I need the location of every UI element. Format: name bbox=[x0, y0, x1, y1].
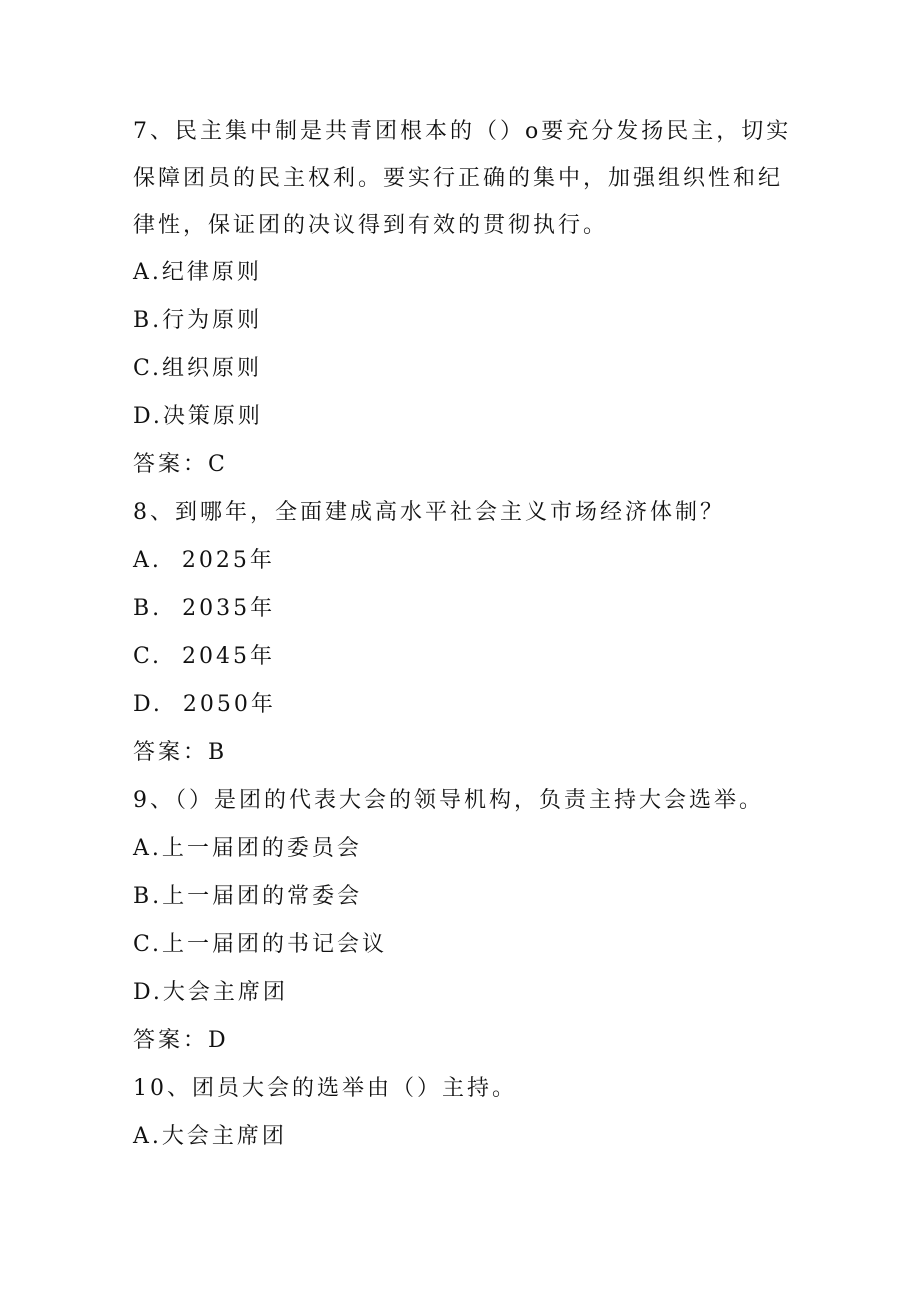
question-block bbox=[133, 777, 793, 1065]
question-text: 10、团员大会的选举由（）主持。 bbox=[133, 1076, 517, 1101]
option-a: A.纪律原则 bbox=[133, 260, 262, 285]
question-list bbox=[133, 108, 793, 1161]
question-text: 8、到哪年，全面建成高水平社会主义市场经济体制？ bbox=[133, 500, 725, 525]
option-b: B. 2035年 bbox=[133, 596, 276, 621]
question-text: 9、（）是团的代表大会的领导机构，负责主持大会选举。 bbox=[133, 788, 764, 813]
option-c: C.上一届团的书记会议 bbox=[133, 932, 388, 957]
question-block bbox=[133, 108, 793, 489]
option-c: C.组织原则 bbox=[133, 356, 263, 381]
option-c: C. 2045年 bbox=[133, 644, 276, 669]
option-d: D. 2050年 bbox=[133, 692, 276, 717]
option-a: A.上一届团的委员会 bbox=[133, 836, 362, 861]
question-block bbox=[133, 1065, 793, 1161]
option-a: A.大会主席团 bbox=[133, 1124, 287, 1149]
answer: 答案：B bbox=[133, 740, 228, 765]
answer: 答案：D bbox=[133, 1028, 229, 1053]
option-d: D.决策原则 bbox=[133, 404, 263, 429]
option-b: B.行为原则 bbox=[133, 308, 263, 333]
option-b: B.上一届团的常委会 bbox=[133, 884, 363, 909]
option-a: A. 2025年 bbox=[133, 548, 275, 573]
question-text: 7、民主集中制是共青团根本的（）o要充分发扬民主，切实保障团员的民主权利。要实行正确的集中，加强组织性和纪律性，保证团的决议得到有效的贯彻执行。 bbox=[133, 119, 792, 238]
answer: 答案：C bbox=[133, 452, 228, 477]
question-block bbox=[133, 489, 793, 777]
option-d: D.大会主席团 bbox=[133, 980, 288, 1005]
